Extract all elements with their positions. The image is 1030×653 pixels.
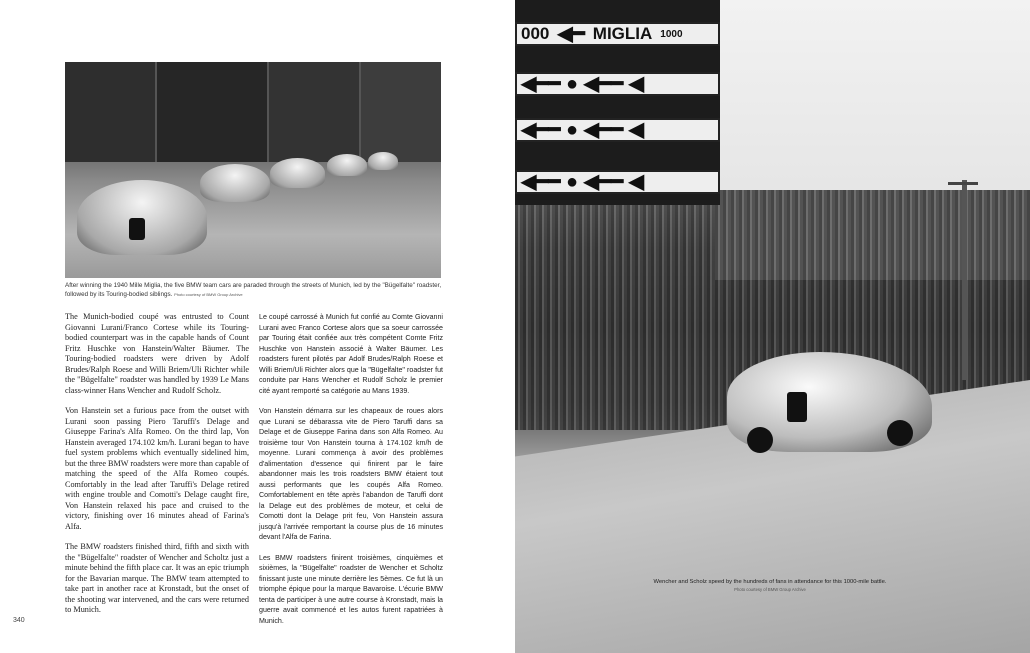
mille-miglia-sign (515, 22, 720, 46)
photo-caption (65, 281, 445, 299)
lead-car (77, 180, 207, 255)
sign-text: 000 (521, 24, 550, 43)
caption-text: Wencher and Scholz speed by the hundreds of fans in attendance for this 1000-mile battle. (653, 579, 887, 585)
wheel (887, 420, 913, 446)
car (327, 154, 367, 176)
race-photo (515, 0, 1030, 653)
paragraph: Les BMW roadsters finirent troisièmes, cinquièmes et sixièmes, la "Bügelfalte" roadster de Wencher et Scholtz finissant juste une minute derrière les 5èmes. Ce fut là un triomphe épique pour la marque Bavaroise. L'écurie BMW tenta de participer à une autre course à Kronstadt, mais la guerre avait commencé et les autos furent rapatriées à Munich. (259, 553, 443, 625)
french-column (259, 312, 443, 636)
car (270, 158, 325, 188)
caption-text: After winning the 1940 Mille Miglia, the five BMW team cars are paraded through the streets of Munich, led by the "Bügelfalte" roadster, followed by its Touring-bodied siblings. (65, 282, 442, 298)
telegraph-pole (962, 180, 967, 380)
arrow-sign (515, 118, 720, 142)
arrow-sign (515, 170, 720, 194)
building (269, 62, 361, 162)
pole-crossbar (948, 182, 978, 185)
arrow-left-icon: ◀━━ ● ◀━━ ◀ (521, 119, 645, 141)
building (157, 62, 269, 162)
race-photo-caption (620, 578, 920, 594)
paragraph: The BMW roadsters finished third, fifth and sixth with the "Bügelfalte" roadster of Wencher and Scholtz just a minute behind the fifth place car. It was an epic triumph for the Bavarian marque. The BMW team attempted to take part in another race at Kronstadt, but the onset of the shooting war intervened, and the cars were returned to Munich. (65, 542, 249, 614)
english-column (65, 312, 249, 626)
building (65, 62, 157, 162)
sign-text: 1000 (660, 28, 683, 40)
photo-credit: Photo courtesy of BMW Group Archive (174, 292, 243, 297)
kidney-grille (787, 392, 807, 422)
page-number: 340 (13, 617, 25, 624)
signal-tower (515, 0, 720, 205)
sign-text: MIGLIA (592, 24, 653, 43)
building (361, 62, 441, 162)
arrow-left-icon: ◀━ (557, 23, 585, 45)
paragraph: The Munich-bodied coupé was entrusted to Count Giovanni Lurani/Franco Cortese while its Touring-bodied counterpart was in the capable hands of Count Fritz Huschke von Hanstein/Walter Bäumer. The Touring-bodied roadsters were driven by Adolf Brudes/Ralph Roese and Willi Briem/Uli Richter while the "Bügelfalte" roadster was handled by 1939 Le Mans class-winner Hans Wencher and Rudolf Scholz. (65, 312, 249, 395)
car (368, 152, 398, 170)
paragraph: Von Hanstein démarra sur les chapeaux de roues alors que Lurani se débarassa vite de Piero Taruffi dans sa Delage et de Giuseppe Farina dans son Alfa Romeo. Au troisième tour Von Hanstein tourna à 174.102 km/h de moyenne. Lurani commença à avoir des problèmes d'alimentation d'essence qui finirent par le faire abandonner mais les trois roadsters BMW étaient tout aussi performants que les coupés Alfa Romeo. Comfortablement en tête après l'abandon de Taruffi dont la Delage eut des problèmes de moteur, et celui de Comotti dont la Delage prit feu, Von Hanstein assura jusqu'à l'arrivée remportant la course plus de 16 minutes devant l'Alfa de Farina. (259, 407, 443, 541)
paragraph: Von Hanstein set a furious pace from the outset with Lurani soon passing Piero Taruffi's Delage and Giuseppe Farina's Alfa Romeo. On the third lap, Von Hanstein averaged 174.102 km/h. Lurani began to have fuel system problems which eventually sidelined him, but the three BMW roadsters were more than capable of matching the speed of the Alfa Romeo coupés. Comfortably in the lead after Taruffi's Delage retired with engine trouble and Comotti's Delage caught fire, Von Hanstein relaxed his pace and cruised to the victory, finishing over 16 minutes ahead of Farina's Alfa. (65, 406, 249, 531)
wheel (747, 427, 773, 453)
car (200, 164, 270, 202)
arrow-sign (515, 72, 720, 96)
arrow-left-icon: ◀━━ ● ◀━━ ◀ (521, 73, 645, 95)
paragraph: Le coupé carrossé à Munich fut confié au Comte Giovanni Lurani avec Franco Cortese alors que sa soeur carrossée par Touring était confiée aux très compétent Comte Fritz Huschke von Hanstein associé à Walter Bäumer. Les roadsters furent pilotés par Adolf Brudes/Ralph Roese et Willi Briem/Uli Richter alors que la "Bügelfalte" roadster fut conduite par Hans Wencher et Rudolf Scholz le premier cité ayant remporté sa catégorie au Mans 1939. (259, 313, 443, 395)
photo-credit: Photo courtesy of BMW Group Archive (734, 587, 806, 592)
munich-parade-photo (65, 62, 441, 278)
arrow-left-icon: ◀━━ ● ◀━━ ◀ (521, 171, 645, 193)
